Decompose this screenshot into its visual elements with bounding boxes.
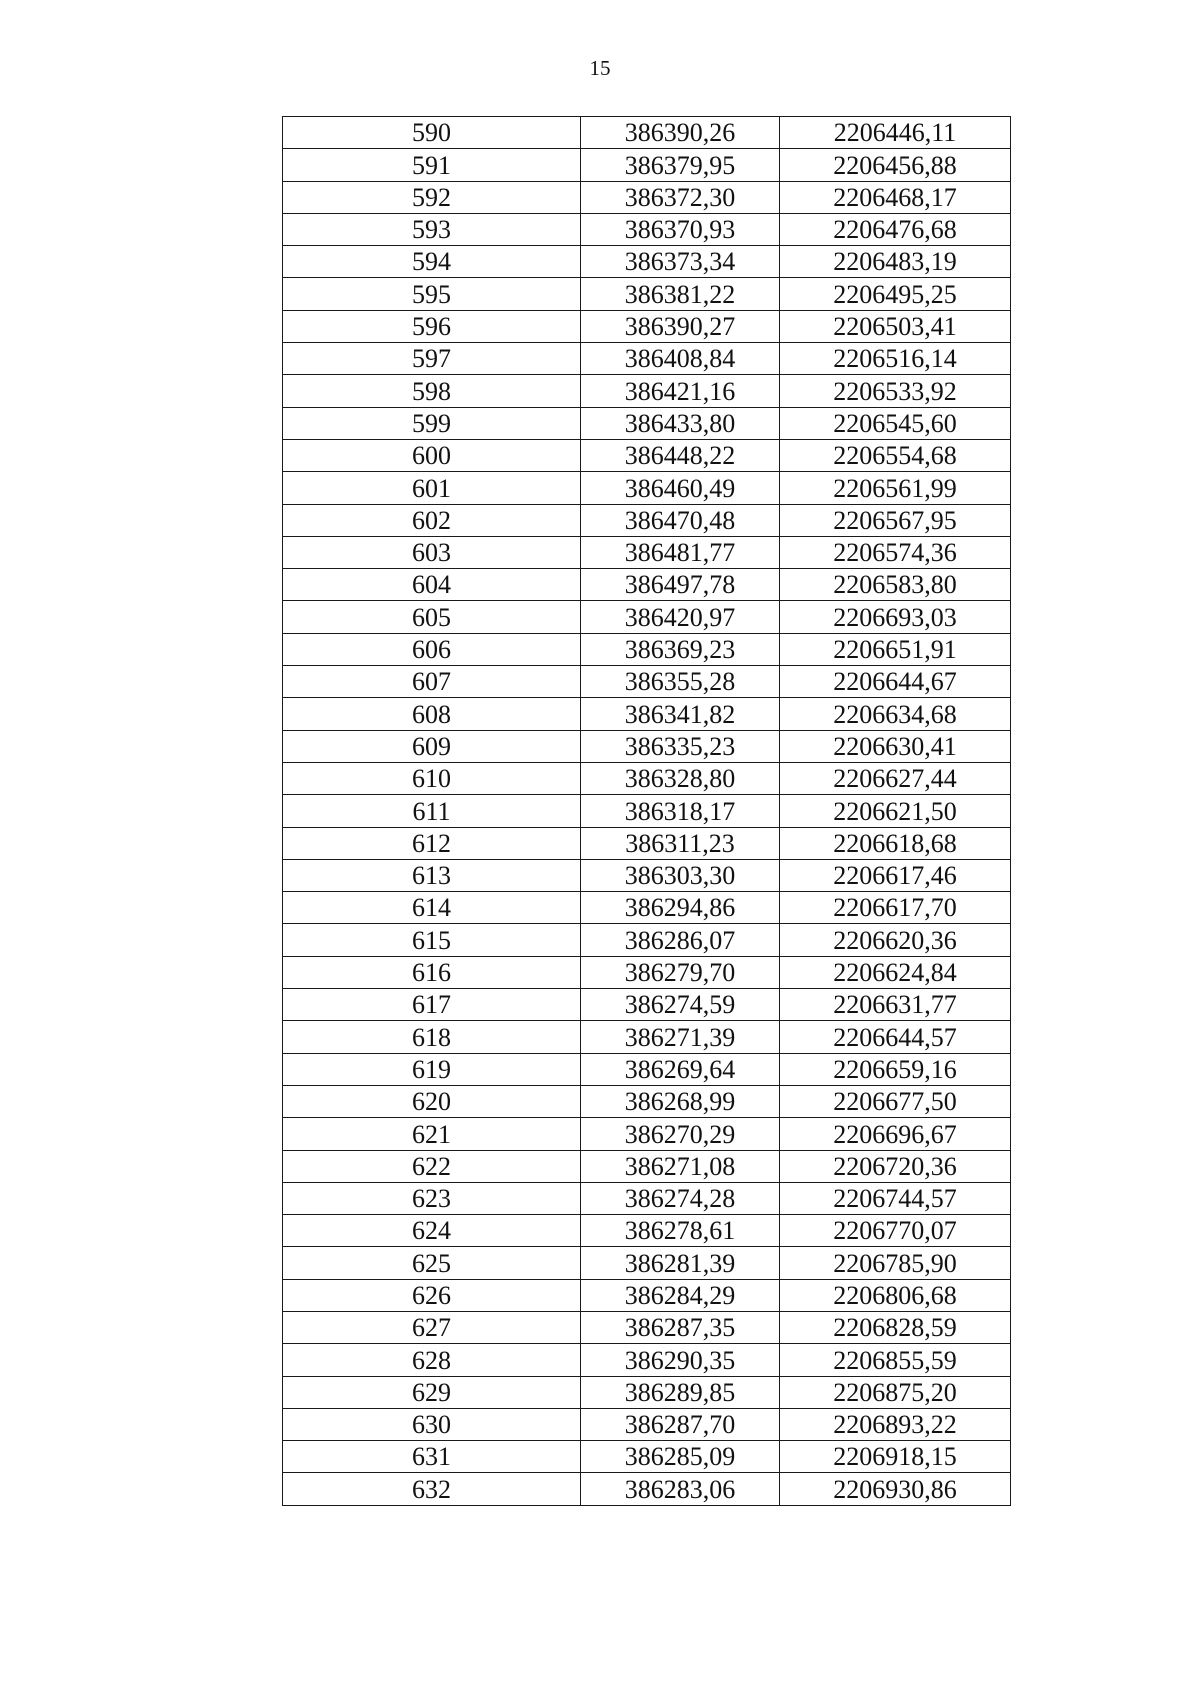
x-coordinate-cell: 386279,70 — [581, 956, 780, 988]
table-row — [283, 1247, 1011, 1279]
y-coordinate-cell: 2206574,36 — [780, 536, 1011, 568]
y-coordinate-cell: 2206618,68 — [780, 827, 1011, 859]
x-coordinate-cell: 386379,95 — [581, 149, 780, 181]
table-row — [283, 892, 1011, 924]
point-number-cell: 616 — [283, 956, 581, 988]
point-number-cell: 622 — [283, 1150, 581, 1182]
table-row — [283, 1118, 1011, 1150]
x-coordinate-cell: 386303,30 — [581, 859, 780, 891]
point-number-cell: 592 — [283, 181, 581, 213]
table-row — [283, 1150, 1011, 1182]
table-row — [283, 213, 1011, 245]
y-coordinate-cell: 2206583,80 — [780, 569, 1011, 601]
x-coordinate-cell: 386390,26 — [581, 117, 780, 149]
y-coordinate-cell: 2206456,88 — [780, 149, 1011, 181]
x-coordinate-cell: 386269,64 — [581, 1053, 780, 1085]
x-coordinate-cell: 386481,77 — [581, 536, 780, 568]
table-row — [283, 1441, 1011, 1473]
table-row — [283, 1279, 1011, 1311]
x-coordinate-cell: 386372,30 — [581, 181, 780, 213]
table-row — [283, 666, 1011, 698]
y-coordinate-cell: 2206828,59 — [780, 1311, 1011, 1343]
x-coordinate-cell: 386369,23 — [581, 633, 780, 665]
x-coordinate-cell: 386421,16 — [581, 375, 780, 407]
point-number-cell: 609 — [283, 730, 581, 762]
x-coordinate-cell: 386274,28 — [581, 1182, 780, 1214]
point-number-cell: 603 — [283, 536, 581, 568]
x-coordinate-cell: 386311,23 — [581, 827, 780, 859]
x-coordinate-cell: 386373,34 — [581, 246, 780, 278]
y-coordinate-cell: 2206918,15 — [780, 1441, 1011, 1473]
y-coordinate-cell: 2206468,17 — [780, 181, 1011, 213]
y-coordinate-cell: 2206720,36 — [780, 1150, 1011, 1182]
x-coordinate-cell: 386287,70 — [581, 1408, 780, 1440]
x-coordinate-cell: 386271,08 — [581, 1150, 780, 1182]
y-coordinate-cell: 2206624,84 — [780, 956, 1011, 988]
y-coordinate-cell: 2206770,07 — [780, 1215, 1011, 1247]
point-number-cell: 626 — [283, 1279, 581, 1311]
point-number-cell: 620 — [283, 1085, 581, 1117]
y-coordinate-cell: 2206567,95 — [780, 504, 1011, 536]
y-coordinate-cell: 2206617,46 — [780, 859, 1011, 891]
y-coordinate-cell: 2206644,57 — [780, 1021, 1011, 1053]
y-coordinate-cell: 2206855,59 — [780, 1344, 1011, 1376]
x-coordinate-cell: 386433,80 — [581, 407, 780, 439]
point-number-cell: 628 — [283, 1344, 581, 1376]
point-number-cell: 606 — [283, 633, 581, 665]
y-coordinate-cell: 2206693,03 — [780, 601, 1011, 633]
table-row — [283, 149, 1011, 181]
point-number-cell: 618 — [283, 1021, 581, 1053]
point-number-cell: 614 — [283, 892, 581, 924]
x-coordinate-cell: 386390,27 — [581, 310, 780, 342]
table-row — [283, 795, 1011, 827]
point-number-cell: 607 — [283, 666, 581, 698]
x-coordinate-cell: 386284,29 — [581, 1279, 780, 1311]
point-number-cell: 598 — [283, 375, 581, 407]
coordinates-table — [282, 116, 1011, 1506]
table-row — [283, 989, 1011, 1021]
y-coordinate-cell: 2206659,16 — [780, 1053, 1011, 1085]
table-row — [283, 310, 1011, 342]
point-number-cell: 631 — [283, 1441, 581, 1473]
point-number-cell: 604 — [283, 569, 581, 601]
y-coordinate-cell: 2206503,41 — [780, 310, 1011, 342]
table-row — [283, 633, 1011, 665]
x-coordinate-cell: 386370,93 — [581, 213, 780, 245]
y-coordinate-cell: 2206806,68 — [780, 1279, 1011, 1311]
point-number-cell: 601 — [283, 472, 581, 504]
table-row — [283, 536, 1011, 568]
x-coordinate-cell: 386287,35 — [581, 1311, 780, 1343]
table-row — [283, 1182, 1011, 1214]
table-row — [283, 1311, 1011, 1343]
point-number-cell: 594 — [283, 246, 581, 278]
table-row — [283, 375, 1011, 407]
x-coordinate-cell: 386283,06 — [581, 1473, 780, 1505]
table-row — [283, 956, 1011, 988]
point-number-cell: 591 — [283, 149, 581, 181]
x-coordinate-cell: 386460,49 — [581, 472, 780, 504]
y-coordinate-cell: 2206631,77 — [780, 989, 1011, 1021]
y-coordinate-cell: 2206875,20 — [780, 1376, 1011, 1408]
x-coordinate-cell: 386335,23 — [581, 730, 780, 762]
table-row — [283, 343, 1011, 375]
x-coordinate-cell: 386285,09 — [581, 1441, 780, 1473]
y-coordinate-cell: 2206627,44 — [780, 762, 1011, 794]
point-number-cell: 630 — [283, 1408, 581, 1440]
point-number-cell: 617 — [283, 989, 581, 1021]
x-coordinate-cell: 386289,85 — [581, 1376, 780, 1408]
point-number-cell: 632 — [283, 1473, 581, 1505]
x-coordinate-cell: 386328,80 — [581, 762, 780, 794]
table-row — [283, 827, 1011, 859]
point-number-cell: 625 — [283, 1247, 581, 1279]
y-coordinate-cell: 2206621,50 — [780, 795, 1011, 827]
x-coordinate-cell: 386278,61 — [581, 1215, 780, 1247]
y-coordinate-cell: 2206620,36 — [780, 924, 1011, 956]
x-coordinate-cell: 386420,97 — [581, 601, 780, 633]
point-number-cell: 611 — [283, 795, 581, 827]
x-coordinate-cell: 386341,82 — [581, 698, 780, 730]
table-row — [283, 698, 1011, 730]
y-coordinate-cell: 2206696,67 — [780, 1118, 1011, 1150]
y-coordinate-cell: 2206651,91 — [780, 633, 1011, 665]
y-coordinate-cell: 2206495,25 — [780, 278, 1011, 310]
table-row — [283, 1053, 1011, 1085]
x-coordinate-cell: 386290,35 — [581, 1344, 780, 1376]
table-row — [283, 1215, 1011, 1247]
x-coordinate-cell: 386497,78 — [581, 569, 780, 601]
table-row — [283, 439, 1011, 471]
x-coordinate-cell: 386381,22 — [581, 278, 780, 310]
table-row — [283, 278, 1011, 310]
table-row — [283, 117, 1011, 149]
table-row — [283, 859, 1011, 891]
page-number: 15 — [589, 56, 611, 80]
point-number-cell: 596 — [283, 310, 581, 342]
point-number-cell: 605 — [283, 601, 581, 633]
point-number-cell: 599 — [283, 407, 581, 439]
y-coordinate-cell: 2206554,68 — [780, 439, 1011, 471]
y-coordinate-cell: 2206893,22 — [780, 1408, 1011, 1440]
table-row — [283, 1376, 1011, 1408]
point-number-cell: 595 — [283, 278, 581, 310]
y-coordinate-cell: 2206533,92 — [780, 375, 1011, 407]
x-coordinate-cell: 386268,99 — [581, 1085, 780, 1117]
point-number-cell: 590 — [283, 117, 581, 149]
y-coordinate-cell: 2206785,90 — [780, 1247, 1011, 1279]
table-row — [283, 924, 1011, 956]
table-row — [283, 181, 1011, 213]
x-coordinate-cell: 386286,07 — [581, 924, 780, 956]
table-row — [283, 1408, 1011, 1440]
table-row — [283, 504, 1011, 536]
coordinates-table-body — [283, 117, 1011, 1506]
y-coordinate-cell: 2206483,19 — [780, 246, 1011, 278]
x-coordinate-cell: 386281,39 — [581, 1247, 780, 1279]
x-coordinate-cell: 386318,17 — [581, 795, 780, 827]
x-coordinate-cell: 386408,84 — [581, 343, 780, 375]
point-number-cell: 612 — [283, 827, 581, 859]
y-coordinate-cell: 2206630,41 — [780, 730, 1011, 762]
point-number-cell: 600 — [283, 439, 581, 471]
point-number-cell: 624 — [283, 1215, 581, 1247]
y-coordinate-cell: 2206516,14 — [780, 343, 1011, 375]
table-row — [283, 1344, 1011, 1376]
point-number-cell: 602 — [283, 504, 581, 536]
table-row — [283, 569, 1011, 601]
y-coordinate-cell: 2206744,57 — [780, 1182, 1011, 1214]
table-row — [283, 1085, 1011, 1117]
y-coordinate-cell: 2206617,70 — [780, 892, 1011, 924]
point-number-cell: 593 — [283, 213, 581, 245]
point-number-cell: 613 — [283, 859, 581, 891]
y-coordinate-cell: 2206634,68 — [780, 698, 1011, 730]
table-row — [283, 730, 1011, 762]
table-row — [283, 601, 1011, 633]
x-coordinate-cell: 386270,29 — [581, 1118, 780, 1150]
y-coordinate-cell: 2206476,68 — [780, 213, 1011, 245]
y-coordinate-cell: 2206930,86 — [780, 1473, 1011, 1505]
point-number-cell: 627 — [283, 1311, 581, 1343]
point-number-cell: 608 — [283, 698, 581, 730]
x-coordinate-cell: 386294,86 — [581, 892, 780, 924]
y-coordinate-cell: 2206446,11 — [780, 117, 1011, 149]
x-coordinate-cell: 386274,59 — [581, 989, 780, 1021]
table-row — [283, 1021, 1011, 1053]
x-coordinate-cell: 386448,22 — [581, 439, 780, 471]
x-coordinate-cell: 386470,48 — [581, 504, 780, 536]
point-number-cell: 629 — [283, 1376, 581, 1408]
point-number-cell: 619 — [283, 1053, 581, 1085]
point-number-cell: 621 — [283, 1118, 581, 1150]
table-row — [283, 472, 1011, 504]
table-row — [283, 762, 1011, 794]
y-coordinate-cell: 2206561,99 — [780, 472, 1011, 504]
y-coordinate-cell: 2206545,60 — [780, 407, 1011, 439]
table-row — [283, 1473, 1011, 1505]
x-coordinate-cell: 386271,39 — [581, 1021, 780, 1053]
y-coordinate-cell: 2206644,67 — [780, 666, 1011, 698]
point-number-cell: 597 — [283, 343, 581, 375]
point-number-cell: 610 — [283, 762, 581, 794]
table-row — [283, 407, 1011, 439]
table-row — [283, 246, 1011, 278]
y-coordinate-cell: 2206677,50 — [780, 1085, 1011, 1117]
point-number-cell: 615 — [283, 924, 581, 956]
x-coordinate-cell: 386355,28 — [581, 666, 780, 698]
point-number-cell: 623 — [283, 1182, 581, 1214]
